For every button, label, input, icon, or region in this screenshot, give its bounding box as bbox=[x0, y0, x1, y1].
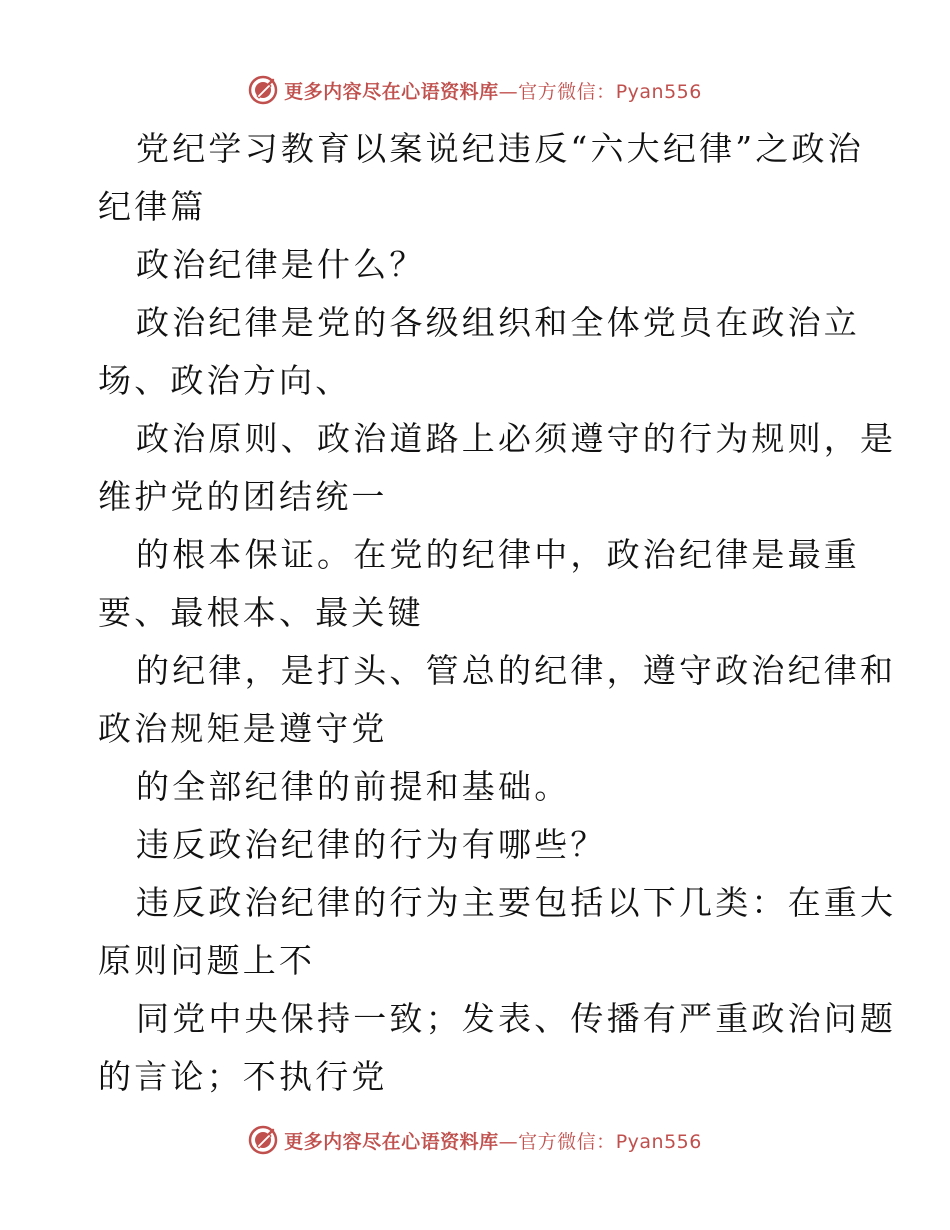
paragraph-line: 的言论；不执行党 bbox=[98, 1057, 388, 1096]
title-line-1: 党纪学习教育以案说纪违反“六大纪律”之政治 bbox=[136, 129, 864, 168]
paragraph-line: 原则问题上不 bbox=[98, 941, 316, 980]
paragraph-line: 的纪律，是打头、管总的纪律，遵守政治纪律和 bbox=[136, 651, 897, 690]
footer-brand: 更多内容尽在心语资料库 bbox=[284, 1130, 499, 1153]
paragraph-line: 的全部纪律的前提和基础。 bbox=[136, 767, 571, 806]
paragraph-line: 的根本保证。在党的纪律中，政治纪律是最重 bbox=[136, 535, 860, 574]
paragraph-line: 维护党的团结统一 bbox=[98, 477, 388, 516]
pen-logo-icon bbox=[248, 75, 278, 105]
document-body bbox=[98, 120, 897, 1106]
header-wechat-label: 官方微信： bbox=[518, 80, 616, 103]
header-brand: 更多内容尽在心语资料库 bbox=[284, 80, 499, 103]
title-line-2: 纪律篇 bbox=[98, 187, 207, 226]
pen-logo-icon bbox=[248, 1125, 278, 1155]
paragraph-line: 政治原则、政治道路上必须遵守的行为规则，是 bbox=[136, 419, 897, 458]
paragraph-line: 政治纪律是什么？ bbox=[136, 245, 426, 284]
footer-wechat-id: Pyan556 bbox=[615, 1130, 702, 1153]
footer-wechat-label: 官方微信： bbox=[518, 1130, 616, 1153]
page-header-banner bbox=[0, 70, 950, 110]
paragraph-line: 违反政治纪律的行为有哪些？ bbox=[136, 825, 607, 864]
paragraph-line: 政治规矩是遵守党 bbox=[98, 709, 388, 748]
paragraph-line: 政治纪律是党的各级组织和全体党员在政治立 bbox=[136, 303, 860, 342]
header-wechat-id: Pyan556 bbox=[615, 80, 702, 103]
paragraph-line: 场、政治方向、 bbox=[98, 361, 352, 400]
paragraph-line: 同党中央保持一致；发表、传播有严重政治问题 bbox=[136, 999, 897, 1038]
paragraph-line: 违反政治纪律的行为主要包括以下几类：在重大 bbox=[136, 883, 897, 922]
page-footer-banner bbox=[0, 1120, 950, 1160]
paragraph-line: 要、最根本、最关键 bbox=[98, 593, 424, 632]
header-separator: — bbox=[498, 80, 519, 103]
footer-text bbox=[284, 1127, 702, 1154]
header-text bbox=[284, 77, 702, 104]
footer-separator: — bbox=[498, 1130, 519, 1153]
